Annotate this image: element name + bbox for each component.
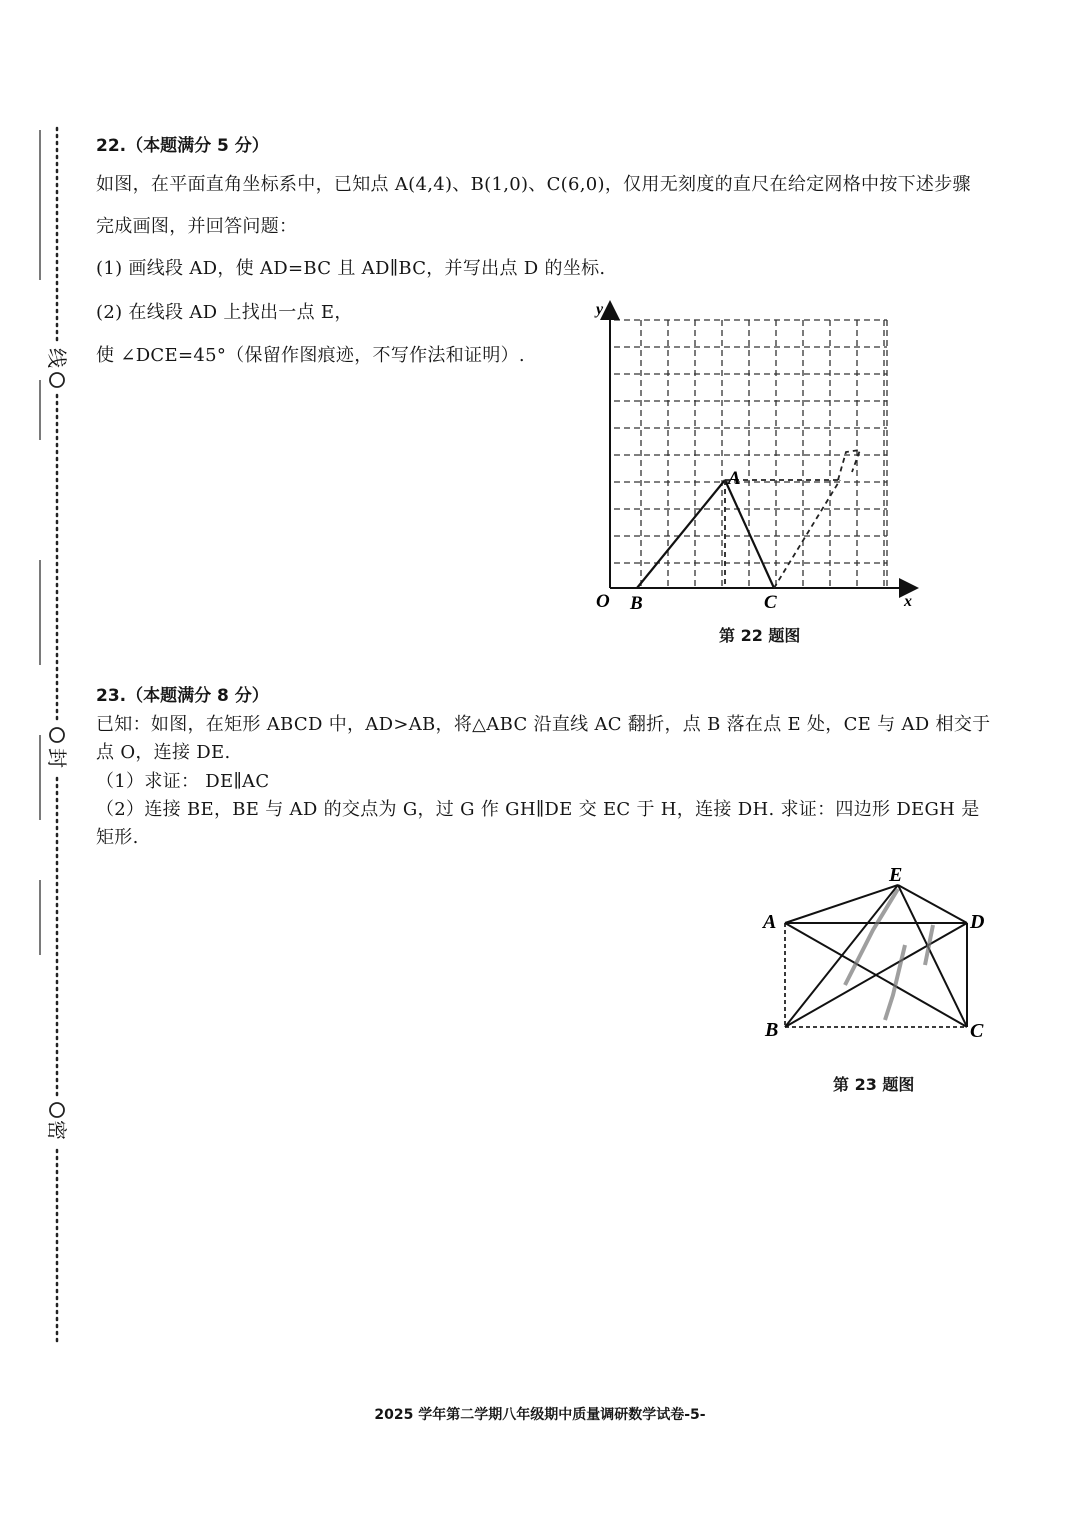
q22-label-a: A	[728, 468, 741, 489]
q22-part2b: 使 ∠DCE=45°（保留作图痕迹，不写作法和证明）.	[96, 345, 525, 366]
q22-line2: 完成画图，并回答问题：	[96, 216, 298, 237]
q22-part2a: (2) 在线段 AD 上找出一点 E，	[96, 302, 353, 323]
q23-figure	[755, 855, 995, 1045]
segment-be	[785, 885, 898, 1027]
q23-part1: （1）求证： DE∥AC	[96, 771, 270, 792]
q22-title: 22.（本题满分 5 分）	[96, 136, 269, 156]
q23-label-e: E	[889, 864, 903, 886]
q22-label-b: B	[630, 593, 643, 614]
q23-caption: 第 23 题图	[833, 1075, 915, 1094]
segment-ed	[898, 885, 967, 923]
q23-label-c: C	[970, 1020, 984, 1042]
q22-label-c: C	[764, 592, 777, 613]
page-footer: 2025 学年第二学期八年级期中质量调研数学试卷-5-	[374, 1407, 706, 1423]
seal-seal-label: 封	[45, 748, 69, 768]
q23-line1: 已知：如图，在矩形 ABCD 中，AD>AB，将△ABC 沿直线 AC 翻折，点 B 落在点 E 处，CE 与 AD 相交于	[96, 714, 991, 735]
q22-caption: 第 22 题图	[719, 626, 801, 645]
q22-part1: (1) 画线段 AD，使 AD=BC 且 AD∥BC，并写出点 D 的坐标.	[96, 258, 606, 279]
seal-secret-label: 密	[45, 1120, 69, 1140]
seal-line-label: 线	[45, 348, 69, 368]
q22-origin: O	[596, 591, 610, 612]
q22-y-label: y	[596, 301, 604, 318]
q22-figure	[590, 292, 930, 617]
q22-x-label: x	[904, 593, 912, 610]
q23-title: 23.（本题满分 8 分）	[96, 686, 269, 706]
q22-line1: 如图，在平面直角坐标系中，已知点 A(4,4)、B(1,0)、C(6,0)，仅用无刻度的直尺在给定网格中按下述步骤	[96, 174, 971, 195]
q23-label-b: B	[765, 1019, 779, 1041]
shading-1	[845, 889, 898, 985]
q23-line2: 点 O，连接 DE.	[96, 742, 231, 763]
q23-part2a: （2）连接 BE，BE 与 AD 的交点为 G，过 G 作 GH∥DE 交 EC 于 H，连接 DH. 求证：四边形 DEGH 是	[96, 799, 980, 820]
q23-part2b: 矩形.	[96, 827, 139, 848]
q23-label-d: D	[970, 911, 985, 933]
segment-ab	[637, 480, 725, 588]
q23-label-a: A	[763, 911, 777, 933]
